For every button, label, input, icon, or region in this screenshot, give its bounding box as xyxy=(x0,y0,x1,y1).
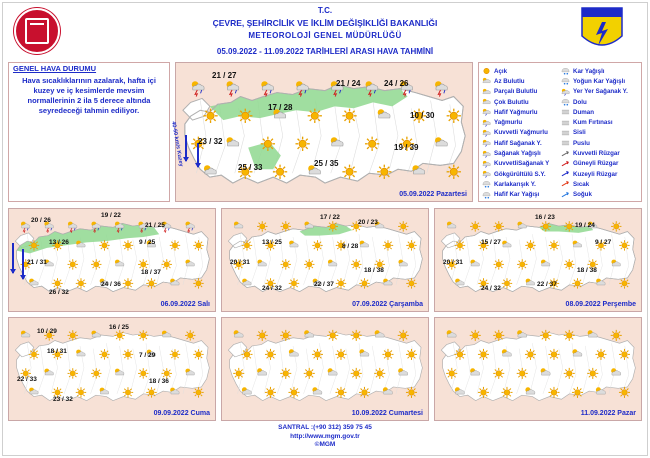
sun-icon xyxy=(261,137,275,151)
sun-icon xyxy=(281,259,291,269)
legend-item xyxy=(561,179,639,189)
legend-label: Kuvvetli Rüzgar xyxy=(573,150,620,158)
sun-icon xyxy=(541,221,551,231)
sun-icon xyxy=(446,368,457,379)
temperature-label: 18 / 31 xyxy=(47,348,67,355)
sun-icon xyxy=(203,109,217,123)
sun-icon xyxy=(281,221,291,231)
hot-icon xyxy=(561,180,570,188)
strong-wind-icon xyxy=(561,150,570,158)
sun-icon xyxy=(517,259,527,269)
general-weather-title: GENEL HAVA DURUMU xyxy=(13,64,97,73)
sun-icon xyxy=(273,165,287,179)
sun-icon xyxy=(29,349,39,359)
heavy-rain-icon xyxy=(482,129,491,137)
legend-item xyxy=(482,179,560,189)
sun-icon xyxy=(619,387,630,398)
sun-icon xyxy=(619,240,629,250)
sun-icon xyxy=(478,349,489,360)
partly-cloudy-icon xyxy=(21,331,30,337)
legend-item xyxy=(561,148,639,158)
temperature-label: 19 / 39 xyxy=(394,143,419,152)
legend-label: Kar Yağışlı xyxy=(573,67,605,75)
sun-icon xyxy=(572,278,582,288)
legend-item xyxy=(561,107,639,117)
legend-item xyxy=(561,87,639,97)
temperature-label: 25 / 35 xyxy=(314,159,339,168)
legend-item xyxy=(561,169,639,179)
rain-icon xyxy=(482,119,491,127)
sun-icon xyxy=(257,221,267,231)
ministry-logo xyxy=(14,8,60,54)
legend-label: Hafif Yağmurlu xyxy=(494,108,538,116)
partly-cloudy-icon xyxy=(517,330,527,337)
sun-icon xyxy=(406,278,416,288)
sun-icon xyxy=(455,240,465,250)
sun-icon xyxy=(308,109,322,123)
scattered-showers-icon xyxy=(561,88,570,96)
partly-cloudy-icon xyxy=(447,330,457,337)
temperature-label: 18 / 36 xyxy=(149,378,169,385)
legend-item xyxy=(561,76,639,86)
sun-icon xyxy=(115,330,125,340)
temperature-label: 24 / 32 xyxy=(262,285,282,292)
temperature-label: 22 / 37 xyxy=(314,281,334,288)
sun-icon xyxy=(295,137,309,151)
legend-item xyxy=(482,148,560,158)
temperature-label: 23 / 32 xyxy=(198,137,223,146)
sun-icon xyxy=(382,349,393,360)
temperature-label: 9 / 27 xyxy=(595,239,612,246)
footer-copyright: ©MGM xyxy=(314,441,336,448)
sun-icon xyxy=(540,330,551,341)
sun-icon xyxy=(564,221,574,231)
turkey-outline xyxy=(230,332,423,400)
footer-phone: SANTRAL :(+90 312) 359 75 45 xyxy=(278,424,372,431)
hail-icon xyxy=(561,98,570,106)
sun-icon xyxy=(517,368,528,379)
sun-icon xyxy=(335,387,346,398)
partly-cloudy-icon xyxy=(234,222,243,228)
thunderstorm-icon xyxy=(21,222,30,233)
sun-icon xyxy=(493,368,504,379)
legend-item xyxy=(482,138,560,148)
temperature-label: 20 / 23 xyxy=(358,219,378,226)
legend-item xyxy=(561,138,639,148)
temperature-label: 17 / 28 xyxy=(268,103,293,112)
legend-item xyxy=(561,117,639,127)
sun-icon xyxy=(365,137,379,151)
temperature-label: 25 / 33 xyxy=(238,163,263,172)
legend-label: Kum Fırtınası xyxy=(573,119,613,127)
temperature-label: 13 / 25 xyxy=(262,239,282,246)
sun-icon xyxy=(328,221,338,231)
title-line-1: T.C. xyxy=(317,6,333,15)
cloudy-icon xyxy=(482,98,491,106)
temperature-label: 26 / 32 xyxy=(49,289,69,296)
temperature-label: 23 / 32 xyxy=(53,396,73,403)
cold-icon xyxy=(561,191,570,199)
sun-icon xyxy=(595,349,606,360)
partly-cloudy-icon xyxy=(375,330,385,337)
temperature-label: 15 / 27 xyxy=(481,239,501,246)
turkey-outline xyxy=(17,332,210,400)
sun-icon xyxy=(494,259,504,269)
temperature-label: 21 / 25 xyxy=(145,222,165,229)
sun-icon xyxy=(280,368,291,379)
sun-icon xyxy=(193,349,203,359)
light-snow-icon xyxy=(482,191,491,199)
sun-icon xyxy=(76,278,86,288)
sun-icon xyxy=(494,221,504,231)
sun-icon xyxy=(312,240,322,250)
sun-icon xyxy=(336,278,346,288)
heavy-shower-icon xyxy=(482,160,491,168)
sun-icon xyxy=(170,349,180,359)
sun-icon xyxy=(587,368,598,379)
south-wind-icon xyxy=(561,160,570,168)
sun-icon xyxy=(501,387,512,398)
sun-icon xyxy=(374,368,385,379)
partly-cloudy-icon xyxy=(517,222,526,228)
sun-icon xyxy=(327,330,338,341)
sandstorm-icon xyxy=(561,119,570,127)
temperature-label: 21 / 24 xyxy=(336,79,361,88)
partly-cloudy-icon xyxy=(304,222,313,228)
legend-label: Duman xyxy=(573,108,594,116)
sun-icon xyxy=(146,387,156,397)
legend-label: Sisli xyxy=(573,129,586,137)
legend-item xyxy=(561,66,639,76)
sun-icon xyxy=(99,349,109,359)
light-shower-icon xyxy=(482,139,491,147)
sun-icon xyxy=(454,349,465,360)
temperature-label: 7 / 29 xyxy=(139,352,156,359)
legend-item xyxy=(482,107,560,117)
sun-icon xyxy=(351,330,362,341)
sun-icon xyxy=(406,387,417,398)
map-date-label: 05.09.2022 Pazartesi xyxy=(399,191,467,198)
sun-icon xyxy=(502,278,512,288)
thunderstorm-icon xyxy=(435,81,447,96)
sun-icon xyxy=(193,278,203,288)
map-date-label: 08.09.2022 Perşembe xyxy=(565,301,636,308)
title-line-2: ÇEVRE, ŞEHİRCİLİK VE İKLİM DEĞİŞİKLİĞİ BAKANLIĞI xyxy=(212,18,438,28)
sun-icon xyxy=(257,330,268,341)
sun-icon xyxy=(359,387,370,398)
sun-icon xyxy=(265,349,276,360)
sun-icon xyxy=(170,240,180,250)
partly-cloudy-icon xyxy=(234,330,244,337)
sun-icon xyxy=(52,278,62,288)
legend-item xyxy=(482,76,560,86)
sun-icon xyxy=(611,221,621,231)
temperature-label: 8 / 28 xyxy=(342,243,359,250)
map-date-label: 07.09.2022 Çarşamba xyxy=(352,301,423,308)
sun-icon xyxy=(611,330,622,341)
sun-icon xyxy=(342,109,356,123)
map-date-label: 10.09.2022 Cumartesi xyxy=(351,410,423,417)
legend-label: Açık xyxy=(494,67,508,75)
sun-icon xyxy=(123,240,133,250)
legend-item xyxy=(482,97,560,107)
sun-icon xyxy=(564,259,574,269)
legend-label: Sağanak Yağışlı xyxy=(494,150,541,158)
sun-icon xyxy=(304,259,314,269)
temperature-label: 24 / 36 xyxy=(101,281,121,288)
temperature-label: 18 / 38 xyxy=(364,267,384,274)
sun-icon xyxy=(482,67,491,75)
temperature-label: 21 / 31 xyxy=(27,259,47,266)
map-day-7 xyxy=(434,317,642,421)
sun-icon xyxy=(383,240,393,250)
sun-icon xyxy=(123,349,133,359)
sun-icon xyxy=(398,330,409,341)
sun-icon xyxy=(447,109,461,123)
temperature-label: 20 / 26 xyxy=(31,217,51,224)
sun-icon xyxy=(238,109,252,123)
sun-icon xyxy=(342,165,356,179)
temperature-label: 10 / 30 xyxy=(410,111,435,120)
sun-icon xyxy=(406,349,417,360)
map-day-4 xyxy=(434,208,642,312)
partly-cloudy-icon xyxy=(447,222,456,228)
sun-icon xyxy=(564,330,575,341)
general-weather-text: Hava sıcaklıklarının azalarak, hafta içi kuzey ve iç kesimlerde mevsim normallerinin 2 ila 5 derece altında seyredeceği tahmin ediliyor. xyxy=(22,76,156,115)
meteorology-logo xyxy=(580,6,624,54)
legend-item xyxy=(561,159,639,169)
temperature-label: 22 / 33 xyxy=(17,376,37,383)
sun-icon xyxy=(91,259,101,269)
temperature-label: 20 / 31 xyxy=(230,259,250,266)
sun-icon xyxy=(406,240,416,250)
sun-icon xyxy=(478,387,489,398)
legend-label: Puslu xyxy=(573,139,590,147)
sun-icon xyxy=(123,278,133,288)
title-date-range: 05.09.2022 - 11.09.2022 TARİHLERİ ARASI HAVA TAHMİNİ xyxy=(216,47,434,56)
general-weather-box xyxy=(8,62,170,202)
turkey-outline xyxy=(443,332,636,400)
sun-icon xyxy=(289,278,299,288)
sun-icon xyxy=(68,259,78,269)
partly-cloudy-icon xyxy=(91,331,100,337)
legend-label: Yer Yer Sağanak Y. xyxy=(573,88,628,96)
sleet-icon xyxy=(482,180,491,188)
partly-cloudy-icon xyxy=(482,88,491,96)
sun-icon xyxy=(91,368,101,378)
sun-icon xyxy=(312,349,323,360)
temperature-label: 13 / 26 xyxy=(49,239,69,246)
footer xyxy=(200,424,450,450)
sun-icon xyxy=(242,240,252,250)
legend-item xyxy=(482,117,560,127)
sun-icon xyxy=(146,278,156,288)
sun-icon xyxy=(564,368,575,379)
heavy-snow-icon xyxy=(561,77,570,85)
temperature-label: 19 / 24 xyxy=(575,222,595,229)
sun-icon xyxy=(138,368,148,378)
snow-icon xyxy=(561,67,570,75)
temperature-label: 19 / 22 xyxy=(101,212,121,219)
thunderstorm-icon xyxy=(185,222,194,233)
map-day-1 xyxy=(169,62,473,202)
legend-label: Kuvvetli Yağmurlu xyxy=(494,129,548,137)
sun-icon xyxy=(193,387,203,397)
legend-label: Yoğun Kar Yağışlı xyxy=(573,77,626,85)
legend-label: Soğuk xyxy=(573,191,592,199)
sun-icon xyxy=(68,330,78,340)
legend-label: Parçalı Bulutlu xyxy=(494,88,538,96)
haze-icon xyxy=(561,139,570,147)
legend-label: Sıcak xyxy=(573,180,590,188)
temperature-label: 9 / 25 xyxy=(139,239,156,246)
thunderstorm-icon xyxy=(227,81,239,96)
sun-icon xyxy=(470,330,481,341)
legend-item xyxy=(561,190,639,200)
map-day-6 xyxy=(221,317,429,421)
footer-url[interactable]: http://www.mgm.gov.tr xyxy=(290,432,360,440)
wind-label: 40-60 km/s Kuzey xyxy=(169,120,184,168)
sun-icon xyxy=(193,240,203,250)
light-rain-icon xyxy=(482,108,491,116)
partly-cloudy-icon xyxy=(588,330,598,337)
shower-icon xyxy=(482,150,491,158)
legend-panel xyxy=(478,62,642,202)
map-date-label: 11.09.2022 Pazar xyxy=(580,410,636,417)
legend-label: Yağmurlu xyxy=(494,119,523,127)
sun-icon xyxy=(525,349,536,360)
sun-icon xyxy=(288,387,299,398)
sun-icon xyxy=(447,165,461,179)
legend-label: Karlakarışık Y. xyxy=(494,180,536,188)
temperature-label: 24 / 26 xyxy=(384,79,409,88)
sun-icon xyxy=(335,349,346,360)
sun-icon xyxy=(138,330,148,340)
legend-item xyxy=(482,66,560,76)
sun-icon xyxy=(377,165,391,179)
sun-icon xyxy=(233,368,244,379)
map-day-2 xyxy=(8,208,216,312)
sun-icon xyxy=(99,240,109,250)
sun-icon xyxy=(68,368,78,378)
legend-item xyxy=(482,190,560,200)
map-date-label: 06.09.2022 Salı xyxy=(160,301,210,308)
legend-item xyxy=(561,97,639,107)
legend-item xyxy=(482,169,560,179)
legend-label: KuvvetliSağanak Y xyxy=(494,160,550,168)
fog-icon xyxy=(561,129,570,137)
title-line-3: METEOROLOJİ GENEL MÜDÜRLÜĞÜ xyxy=(248,31,402,40)
sun-icon xyxy=(351,368,362,379)
sun-icon xyxy=(280,330,291,341)
sun-icon xyxy=(572,387,583,398)
temperature-label: 17 / 22 xyxy=(320,214,340,221)
temperature-label: 18 / 38 xyxy=(577,267,597,274)
sun-icon xyxy=(241,349,252,360)
sun-icon xyxy=(162,259,172,269)
map-day-5 xyxy=(8,317,216,421)
temperature-label: 18 / 37 xyxy=(141,269,161,276)
north-wind-icon xyxy=(561,170,570,178)
sun-icon xyxy=(398,221,408,231)
thunderstorm-icon xyxy=(192,81,204,96)
sun-icon xyxy=(185,330,195,340)
sun-icon xyxy=(470,221,480,231)
temperature-label: 20 / 31 xyxy=(443,259,463,266)
temperature-label: 21 / 27 xyxy=(212,71,237,80)
sun-icon xyxy=(351,259,361,269)
sun-icon xyxy=(123,387,133,397)
sun-icon xyxy=(76,387,86,397)
legend-label: Hafif Kar Yağışı xyxy=(494,191,540,199)
legend-item xyxy=(482,159,560,169)
sun-icon xyxy=(619,278,629,288)
legend-item xyxy=(561,128,639,138)
temperature-label: 16 / 25 xyxy=(109,324,129,331)
temperature-label: 10 / 29 xyxy=(37,328,57,335)
temperature-label: 22 / 37 xyxy=(537,281,557,288)
sun-icon xyxy=(549,240,559,250)
sun-icon xyxy=(548,387,559,398)
legend-label: Güneyli Rüzgar xyxy=(573,160,619,168)
temperature-label: 16 / 23 xyxy=(535,214,555,221)
sun-icon xyxy=(493,330,504,341)
sun-icon xyxy=(548,349,559,360)
sun-icon xyxy=(265,387,276,398)
thunderstorm-icon xyxy=(482,170,491,178)
map-day-3 xyxy=(221,208,429,312)
sun-icon xyxy=(525,240,535,250)
sun-icon xyxy=(619,349,630,360)
legend-item xyxy=(482,87,560,97)
sun-icon xyxy=(359,278,369,288)
smoke-icon xyxy=(561,108,570,116)
legend-label: Kuzeyli Rüzgar xyxy=(573,170,618,178)
sun-icon xyxy=(29,240,39,250)
legend-label: Gökgürültülü S.Y. xyxy=(494,170,546,178)
map-date-label: 09.09.2022 Cuma xyxy=(153,410,210,417)
temperature-label: 24 / 32 xyxy=(481,285,501,292)
legend-label: Çok Bulutlu xyxy=(494,98,529,106)
legend-item xyxy=(482,128,560,138)
page-title xyxy=(150,6,500,56)
partly-cloudy-icon xyxy=(162,331,171,337)
legend-label: Dolu xyxy=(573,98,587,106)
partly-cloudy-icon xyxy=(304,330,314,337)
few-clouds-icon xyxy=(482,77,491,85)
sun-icon xyxy=(304,368,315,379)
legend-label: Hafif Sağanak Y. xyxy=(494,139,542,147)
legend-label: Az Bulutlu xyxy=(494,77,525,85)
